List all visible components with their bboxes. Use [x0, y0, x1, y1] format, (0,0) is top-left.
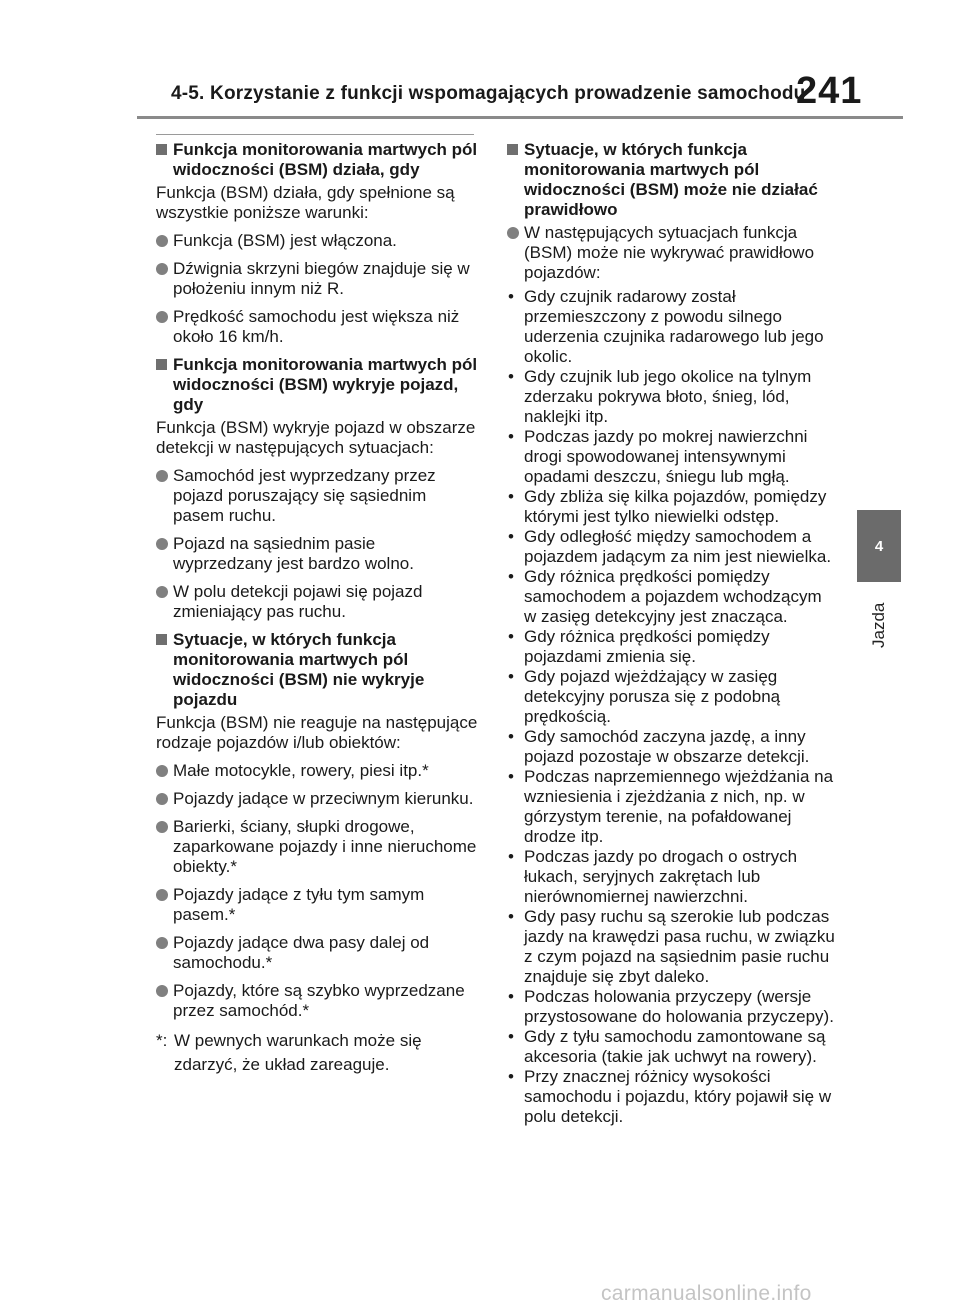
- bullet-mark: •: [508, 427, 514, 446]
- list-item: [507, 427, 837, 487]
- circle-bullet-icon: [156, 235, 168, 247]
- list-item-text: Gdy różnica prędkości pomiędzy pojazdami zmienia się.: [524, 627, 770, 666]
- list-item: [507, 287, 837, 367]
- bullet-mark: •: [508, 727, 514, 746]
- header-divider: [137, 116, 903, 119]
- list-item: [156, 789, 478, 809]
- list-item-text: Gdy pojazd wjeżdżający w zasięg detekcyjny porusza się z podobną prędkością.: [524, 667, 781, 726]
- list-item: [507, 987, 837, 1027]
- list-item-text: Gdy pasy ruchu są szerokie lub podczas jazdy na krawędzi pasa ruchu, w związku z czym pojazd na sąsiednim pasie ruchu znajduje się zbyt daleko.: [524, 907, 835, 986]
- bullet-mark: •: [508, 367, 514, 386]
- chapter-tab-number: 4: [874, 537, 884, 555]
- bullet-mark: •: [508, 1067, 514, 1086]
- list-item: [156, 885, 478, 925]
- list-item-text: Gdy samochód zaczyna jazdę, a inny pojazd pozostaje w obszarze detekcji.: [524, 727, 810, 766]
- list-item: [507, 627, 837, 667]
- circle-bullet-icon: [156, 470, 168, 482]
- list-item: [156, 534, 478, 574]
- bullet-mark: •: [508, 527, 514, 546]
- circle-bullet-icon: [507, 227, 519, 239]
- list-item: [156, 259, 478, 299]
- heading-text: Funkcja monitorowania martwych pól widoczności (BSM) działa, gdy: [173, 140, 478, 179]
- watermark: carmanualsonline.info: [601, 1282, 812, 1305]
- list-item-text: Przy znacznej różnicy wysokości samochodu i pojazdu, który pojawił się w polu detekcji.: [524, 1067, 832, 1126]
- circle-bullet-icon: [156, 821, 168, 833]
- page-number: 241: [796, 70, 863, 112]
- list-item-text: Prędkość samochodu jest większa niż około 16 km/h.: [173, 307, 460, 346]
- left-column: [156, 140, 478, 1077]
- list-item-text: Podczas jazdy po drogach o ostrych łukach, seryjnych zakrętach lub nierównomiernej nawierzchni.: [524, 847, 798, 906]
- list-item-text: Gdy zbliża się kilka pojazdów, pomiędzy którymi jest tylko niewielki odstęp.: [524, 487, 827, 526]
- square-bullet-icon: [156, 359, 167, 370]
- list-item-text: Pojazdy jadące w przeciwnym kierunku.: [173, 789, 474, 808]
- section-heading: [156, 630, 478, 710]
- list-item: [507, 1027, 837, 1067]
- list-item-text: W następujących sytuacjach funkcja (BSM) może nie wykrywać prawidłowo pojazdów:: [524, 223, 815, 282]
- list-item: [156, 307, 478, 347]
- section-heading: [156, 140, 478, 180]
- list-item: [156, 761, 478, 781]
- circle-bullet-icon: [156, 263, 168, 275]
- column-top-divider: [156, 134, 474, 135]
- list-item-text: Barierki, ściany, słupki drogowe, zaparkowane pojazdy i inne nieruchome obiekty.*: [173, 817, 477, 876]
- footnote-text: W pewnych warunkach może się zdarzyć, że układ zareaguje.: [174, 1031, 422, 1074]
- list-item-text: Pojazdy, które są szybko wyprzedzane przez samochód.*: [173, 981, 465, 1020]
- heading-text: Sytuacje, w których funkcja monitorowania martwych pól widoczności (BSM) może nie działać prawidłowo: [524, 140, 818, 219]
- square-bullet-icon: [156, 634, 167, 645]
- section-title: 4-5. Korzystanie z funkcji wspomagających prowadzenie samochodu: [171, 83, 806, 104]
- list-item-text: Gdy czujnik radarowy został przemieszczony z powodu silnego uderzenia czujnika radarowego lub jego okolic.: [524, 287, 824, 366]
- square-bullet-icon: [507, 144, 518, 155]
- list-item-text: Samochód jest wyprzedzany przez pojazd poruszający się sąsiednim pasem ruchu.: [173, 466, 436, 525]
- circle-bullet-icon: [156, 793, 168, 805]
- list-item-text: Gdy odległość między samochodem a pojazdem jadącym za nim jest niewielka.: [524, 527, 832, 566]
- list-item-text: Podczas holowania przyczepy (wersje przystosowane do holowania przyczepy).: [524, 987, 834, 1026]
- list-item-text: Gdy czujnik lub jego okolice na tylnym zderzaku pokrywa błoto, śnieg, lód, naklejki itp.: [524, 367, 812, 426]
- bullet-mark: •: [508, 487, 514, 506]
- list-item-text: Pojazdy jadące z tyłu tym samym pasem.*: [173, 885, 425, 924]
- paragraph: Funkcja (BSM) nie reaguje na następujące rodzaje pojazdów i/lub obiektów:: [156, 713, 478, 752]
- circle-bullet-icon: [156, 311, 168, 323]
- list-item-text: Gdy z tyłu samochodu zamontowane są akcesoria (takie jak uchwyt na rowery).: [524, 1027, 826, 1066]
- list-item-text: Podczas naprzemiennego wjeżdżania na wzniesienia i zjeżdżania z nich, np. w górzystym terenie, na pofałdowanej drodze itp.: [524, 767, 834, 846]
- list-item-text: Małe motocykle, rowery, piesi itp.*: [173, 761, 429, 780]
- list-item: [156, 981, 478, 1021]
- list-item: [507, 223, 837, 283]
- list-item: [507, 487, 837, 527]
- list-item: [507, 367, 837, 427]
- list-item-text: Pojazdy jadące dwa pasy dalej od samochodu.*: [173, 933, 430, 972]
- paragraph: Funkcja (BSM) działa, gdy spełnione są wszystkie poniższe warunki:: [156, 183, 455, 222]
- list-item: [156, 466, 478, 526]
- footnote-mark: *:: [156, 1031, 168, 1050]
- list-item: [507, 527, 837, 567]
- list-item-text: Podczas jazdy po mokrej nawierzchni drogi spowodowanej intensywnymi opadami deszczu, śniegu lub mgłą.: [524, 427, 808, 486]
- circle-bullet-icon: [156, 538, 168, 550]
- list-item: [507, 667, 837, 727]
- list-item: [507, 1067, 837, 1127]
- list-item: [507, 567, 837, 627]
- list-item: [156, 817, 478, 877]
- list-item: [156, 933, 478, 973]
- circle-bullet-icon: [156, 765, 168, 777]
- heading-text: Funkcja monitorowania martwych pól widoczności (BSM) wykryje pojazd, gdy: [173, 355, 478, 414]
- footnote: [156, 1029, 478, 1077]
- bullet-mark: •: [508, 667, 514, 686]
- bullet-mark: •: [508, 567, 514, 586]
- circle-bullet-icon: [156, 586, 168, 598]
- circle-bullet-icon: [156, 985, 168, 997]
- list-item: [156, 582, 478, 622]
- list-item-text: Funkcja (BSM) jest włączona.: [173, 231, 397, 250]
- condition-list: [507, 287, 837, 1127]
- list-item-text: W polu detekcji pojawi się pojazd zmieniający pas ruchu.: [173, 582, 423, 621]
- section-heading: [507, 140, 837, 220]
- heading-text: Sytuacje, w których funkcja monitorowania martwych pól widoczności (BSM) nie wykryje pojazdu: [173, 630, 425, 709]
- list-item-text: Dźwignia skrzyni biegów znajduje się w położeniu innym niż R.: [173, 259, 470, 298]
- bullet-mark: •: [508, 1027, 514, 1046]
- chapter-tab-label: Jazda: [869, 602, 888, 648]
- circle-bullet-icon: [156, 937, 168, 949]
- bullet-mark: •: [508, 627, 514, 646]
- section-heading: [156, 355, 478, 415]
- list-item-text: Pojazd na sąsiednim pasie wyprzedzany jest bardzo wolno.: [173, 534, 414, 573]
- chapter-tab[interactable]: [857, 510, 901, 582]
- list-item: [507, 907, 837, 987]
- list-item: [507, 847, 837, 907]
- square-bullet-icon: [156, 144, 167, 155]
- bullet-mark: •: [508, 287, 514, 306]
- bullet-mark: •: [508, 907, 514, 926]
- list-item: [507, 727, 837, 767]
- right-column: [507, 140, 837, 1127]
- list-item: [507, 767, 837, 847]
- bullet-mark: •: [508, 767, 514, 786]
- list-item-text: Gdy różnica prędkości pomiędzy samochodem a pojazdem wchodzącym w zasięg detekcyjny jest znacząca.: [524, 567, 822, 626]
- bullet-mark: •: [508, 847, 514, 866]
- bullet-mark: •: [508, 987, 514, 1006]
- circle-bullet-icon: [156, 889, 168, 901]
- list-item: [156, 231, 478, 251]
- paragraph: Funkcja (BSM) wykryje pojazd w obszarze detekcji w następujących sytuacjach:: [156, 418, 476, 457]
